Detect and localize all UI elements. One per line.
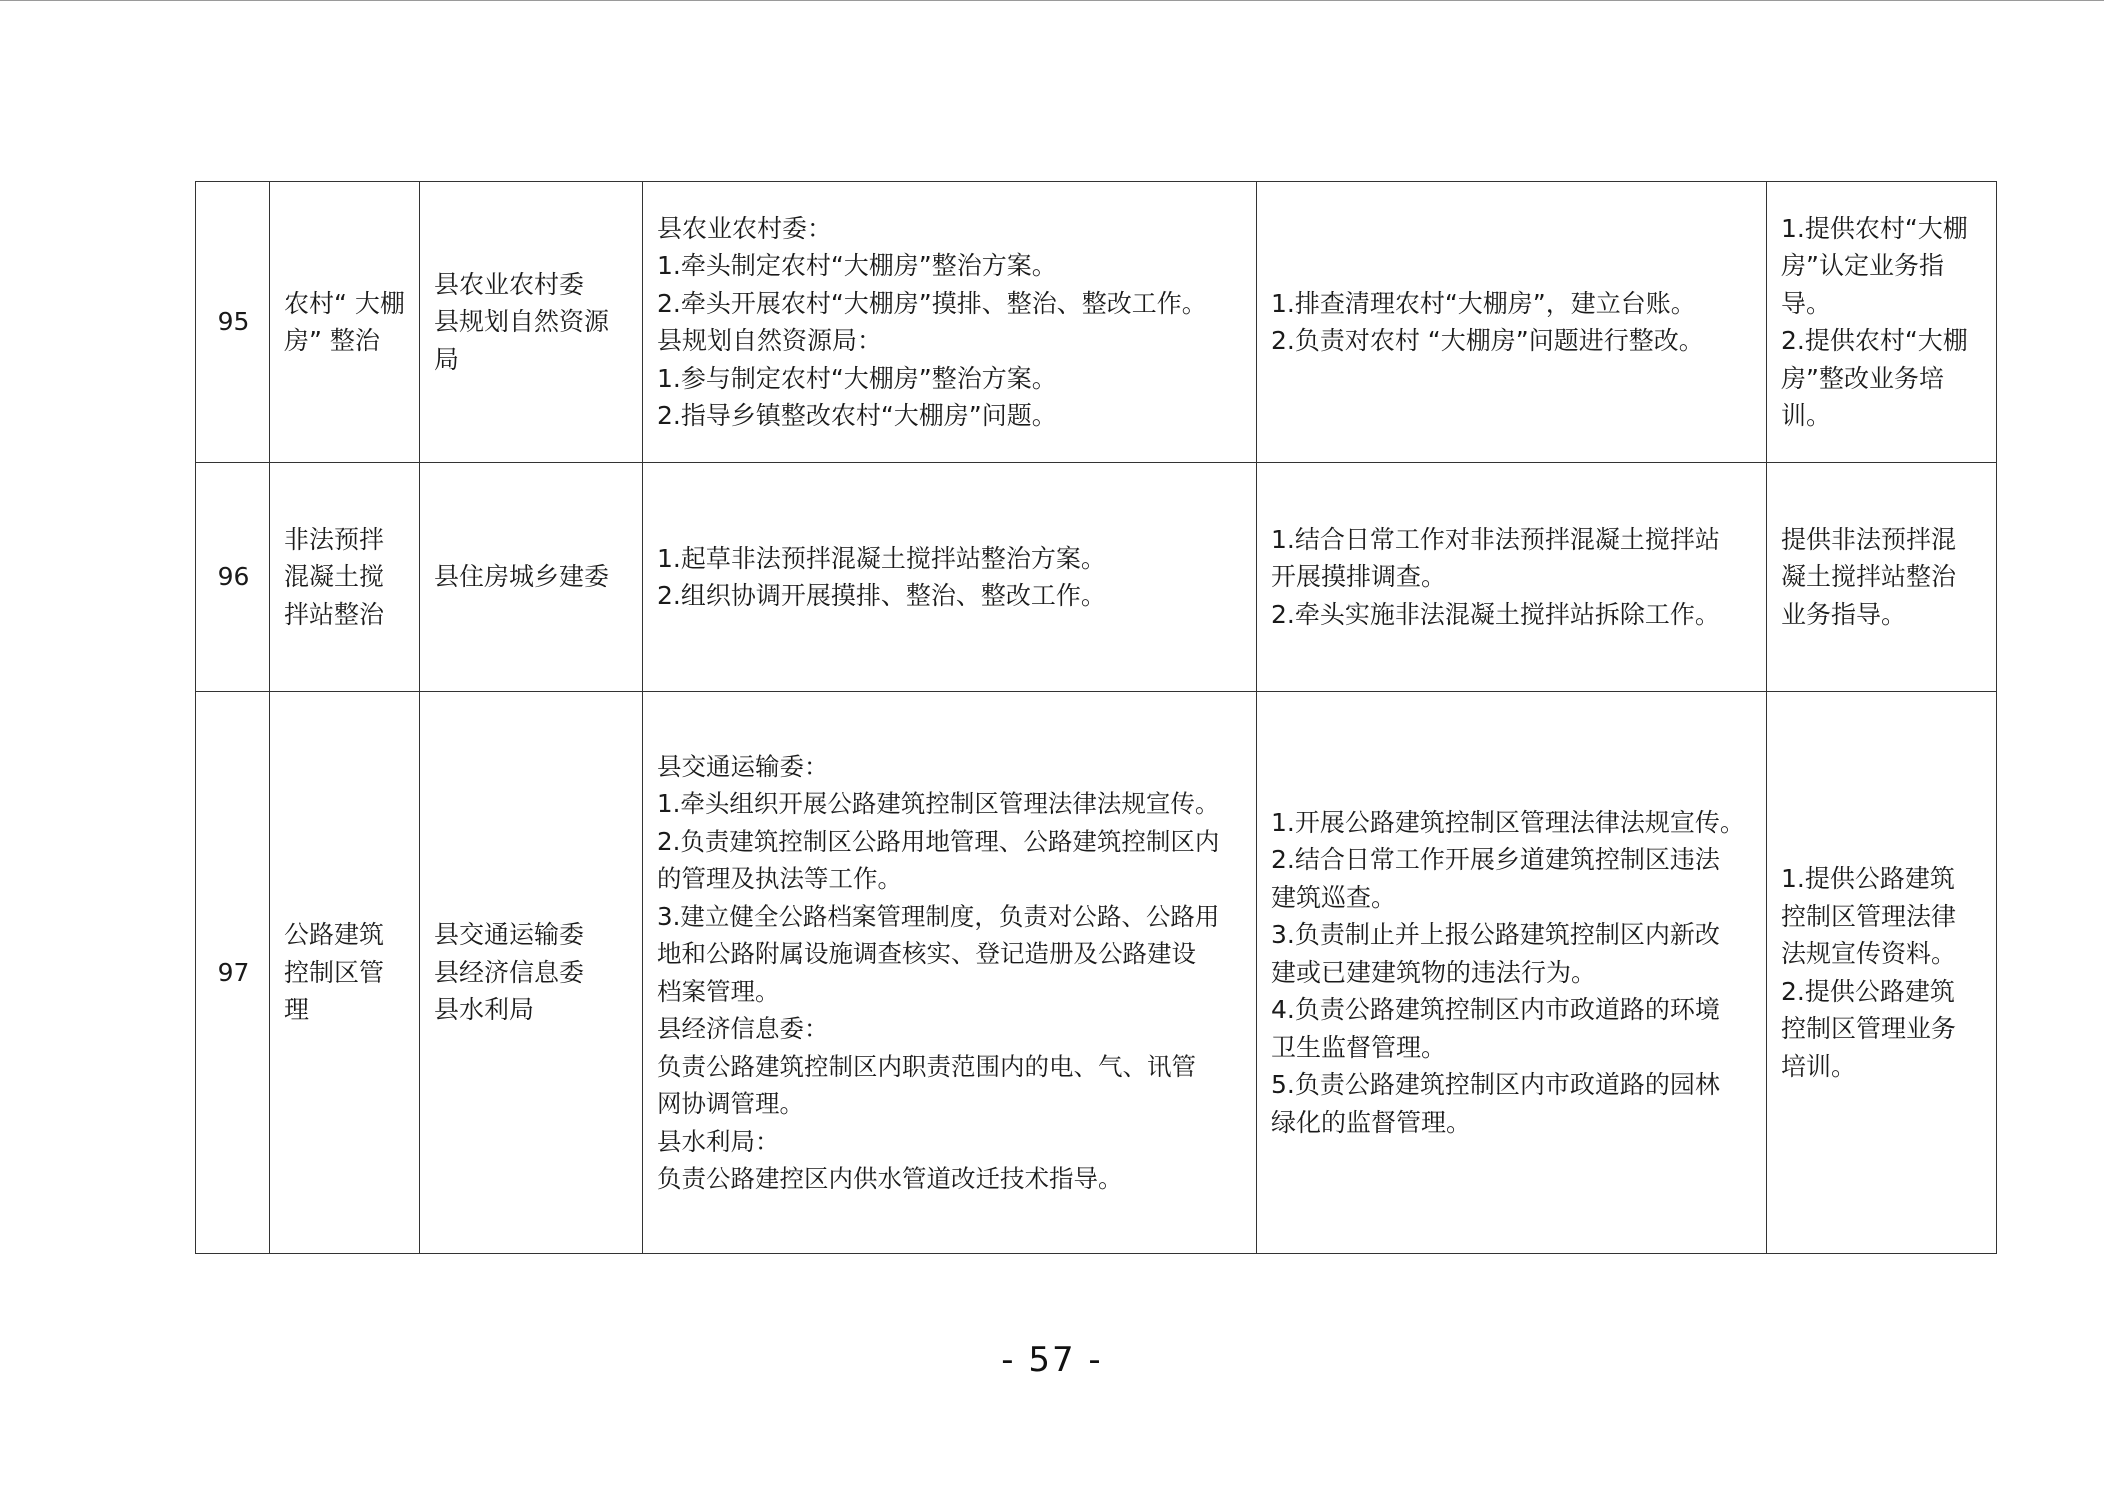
township-duties-cell: [1257, 182, 1767, 463]
duty-line: 档案管理。: [657, 976, 780, 1006]
item-cell: [270, 182, 420, 463]
duty-line: 5.负责公路建筑控制区内市政道路的园林: [1271, 1070, 1720, 1100]
support-line: 导。: [1781, 288, 1832, 318]
department-line: 县水利局: [434, 995, 535, 1025]
support-line: 1.提供公路建筑: [1781, 864, 1955, 893]
duty-line: 绿化的监督管理。: [1271, 1107, 1472, 1137]
duty-line: 4.负责公路建筑控制区内市政道路的环境: [1271, 995, 1720, 1025]
duty-line: 县规划自然资源局：: [657, 326, 883, 355]
duty-line: 1.开展公路建筑控制区管理法律法规宣传。: [1271, 807, 1745, 837]
support-line: 控制区管理法律: [1781, 901, 1957, 931]
duty-line: 建筑巡查。: [1271, 882, 1397, 912]
duty-line: 1.参与制定农村“大棚房”整治方案。: [657, 363, 1057, 393]
responsibility-table: [195, 181, 1997, 1254]
duty-line: 3.负责制止并上报公路建筑控制区内新改: [1271, 920, 1720, 950]
row-number: 96: [196, 463, 270, 692]
duty-line: 网协调管理。: [657, 1089, 804, 1118]
duty-line: 县水利局：: [657, 1126, 780, 1156]
lead-departments-cell: [420, 182, 643, 463]
township-duties-cell: [1257, 692, 1767, 1254]
support-line: 2.提供公路建筑: [1781, 976, 1955, 1006]
table-body: [196, 182, 1997, 1254]
support-line: 法规宣传资料。: [1781, 939, 1957, 968]
department-line: 局: [434, 344, 460, 374]
support-line: 业务指导。: [1781, 599, 1907, 629]
department-line: 县农业农村委: [434, 269, 585, 299]
duty-line: 2.牵头实施非法混凝土搅拌站拆除工作。: [1271, 599, 1720, 629]
support-cell: [1767, 182, 1997, 463]
duty-line: 2.负责建筑控制区公路用地管理、公路建筑控制区内: [657, 826, 1220, 856]
item-line: 房” 整治: [284, 326, 380, 355]
item-line: 理: [284, 995, 310, 1025]
support-line: 凝土搅拌站整治: [1781, 562, 1957, 592]
duty-line: 1.结合日常工作对非法预拌混凝土搅拌站: [1271, 524, 1720, 554]
lead-departments-cell: [420, 692, 643, 1254]
township-duties-cell: [1257, 463, 1767, 692]
duty-line: 县交通运输委：: [657, 751, 829, 781]
duty-line: 2.组织协调开展摸排、整治、整改工作。: [657, 581, 1106, 610]
duty-line: 1.排查清理农村“大棚房”，建立台账。: [1271, 288, 1696, 318]
department-duties-cell: [643, 182, 1257, 463]
duty-line: 县经济信息委：: [657, 1014, 829, 1043]
department-line: 县交通运输委: [434, 920, 585, 950]
support-line: 训。: [1781, 401, 1832, 430]
duty-line: 2.负责对农村 “大棚房”问题进行整改。: [1271, 326, 1704, 355]
support-line: 控制区管理业务: [1781, 1014, 1957, 1043]
item-line: 拌站整治: [284, 599, 385, 629]
row-number: 95: [196, 182, 270, 463]
lead-departments-cell: [420, 463, 643, 692]
support-cell: [1767, 463, 1997, 692]
duty-line: 2.结合日常工作开展乡道建筑控制区违法: [1271, 845, 1720, 875]
item-line: 公路建筑: [284, 920, 385, 950]
duty-line: 1.牵头制定农村“大棚房”整治方案。: [657, 251, 1057, 280]
support-line: 2.提供农村“大棚: [1781, 326, 1968, 355]
duty-line: 地和公路附属设施调查核实、登记造册及公路建设: [657, 939, 1196, 968]
duty-line: 负责公路建控区内供水管道改迁技术指导。: [657, 1164, 1123, 1193]
page-top-edge: [0, 0, 2104, 1]
table-row: [196, 463, 1997, 692]
duty-line: 1.牵头组织开展公路建筑控制区管理法律法规宣传。: [657, 789, 1220, 818]
support-cell: [1767, 692, 1997, 1254]
duty-line: 建或已建建筑物的违法行为。: [1271, 957, 1597, 987]
duty-line: 3.建立健全公路档案管理制度，负责对公路、公路用: [657, 901, 1220, 931]
department-duties-cell: [643, 692, 1257, 1254]
duty-line: 负责公路建筑控制区内职责范围内的电、气、讯管: [657, 1051, 1196, 1081]
table-row: [196, 692, 1997, 1254]
duty-line: 卫生监督管理。: [1271, 1032, 1447, 1062]
support-line: 1.提供农村“大棚: [1781, 213, 1968, 243]
duty-line: 的管理及执法等工作。: [657, 864, 902, 893]
item-line: 控制区管: [284, 957, 385, 987]
page-number: - 57 -: [1001, 1340, 1103, 1380]
support-line: 提供非法预拌混: [1781, 524, 1957, 554]
item-line: 非法预拌: [284, 524, 385, 554]
support-line: 培训。: [1781, 1051, 1857, 1081]
duty-line: 开展摸排调查。: [1271, 562, 1447, 592]
department-line: 县规划自然资源: [434, 307, 610, 337]
row-number: 97: [196, 692, 270, 1254]
department-line: 县住房城乡建委: [434, 562, 610, 592]
item-line: 农村“ 大棚: [284, 288, 405, 318]
item-cell: [270, 692, 420, 1254]
support-line: 房”整改业务培: [1781, 363, 1944, 393]
item-line: 混凝土搅: [284, 562, 385, 592]
support-line: 房”认定业务指: [1781, 251, 1944, 280]
department-duties-cell: [643, 463, 1257, 692]
duty-line: 2.指导乡镇整改农村“大棚房”问题。: [657, 401, 1057, 430]
item-cell: [270, 463, 420, 692]
department-line: 县经济信息委: [434, 957, 585, 987]
duty-line: 1.起草非法预拌混凝土搅拌站整治方案。: [657, 543, 1106, 573]
duty-line: 2.牵头开展农村“大棚房”摸排、整治、整改工作。: [657, 288, 1207, 318]
duty-line: 县农业农村委：: [657, 213, 833, 243]
table-row: [196, 182, 1997, 463]
